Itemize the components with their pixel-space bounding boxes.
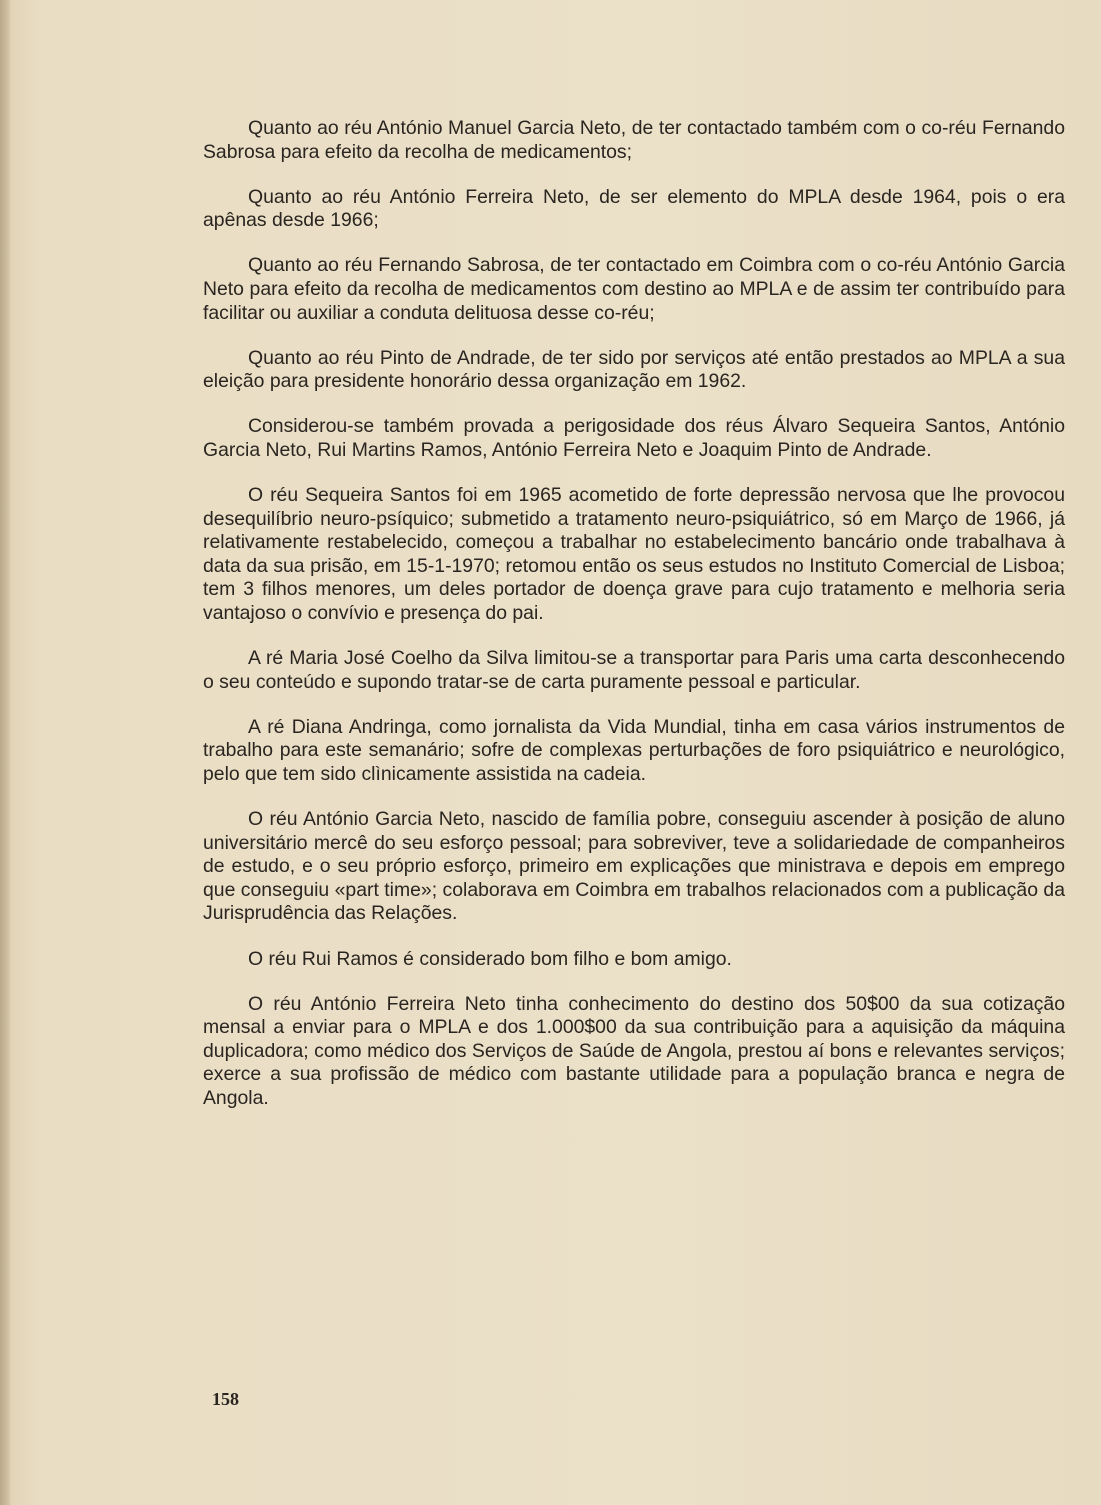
paragraph: O réu António Ferreira Neto tinha conhecimento do destino dos 50$00 da sua cotização mensal a enviar para o MPLA e dos 1.000$00 da sua contribuição para a aquisição da máquina duplicadora; como médico dos Serviços de Saúde de Angola, prestou aí bons e relevantes serviços; exerce a sua profissão de médico com bastante utilidade para a população branca e negra de Angola. <box>203 992 1065 1109</box>
paragraph: Quanto ao réu Pinto de Andrade, de ter sido por serviços até então prestados ao MPLA a sua eleição para presidente honorário dessa organização em 1962. <box>203 346 1065 393</box>
body-text <box>203 117 1065 1132</box>
paragraph: A ré Diana Andringa, como jornalista da Vida Mundial, tinha em casa vários instrumentos de trabalho para este semanário; sofre de complexas perturbações de foro psiquiátrico e neurológico, pelo que tem sido clìnicamente assistida na cadeia. <box>203 715 1065 785</box>
paragraph: Quanto ao réu Fernando Sabrosa, de ter contactado em Coimbra com o co-réu António Garcia Neto para efeito da recolha de medicamentos com destino ao MPLA e de assim ter contribuído para facilitar ou auxiliar a conduta delituosa desse co-réu; <box>203 254 1065 324</box>
page-number: 158 <box>212 1389 239 1409</box>
paragraph: Considerou-se também provada a perigosidade dos réus Álvaro Sequeira Santos, António Garcia Neto, Rui Martins Ramos, António Ferreira Neto e Joaquim Pinto de Andrade. <box>203 415 1065 461</box>
paragraph: Quanto ao réu António Ferreira Neto, de ser elemento do MPLA desde 1964, pois o era apênas desde 1966; <box>203 185 1065 232</box>
paragraph: Quanto ao réu António Manuel Garcia Neto, de ter contactado também com o co-réu Fernando Sabrosa para efeito da recolha de medicamentos; <box>203 117 1065 163</box>
paragraph: O réu António Garcia Neto, nascido de família pobre, conseguiu ascender à posição de aluno universitário mercê do seu esforço pessoal; para sobreviver, teve a solidariedade de companheiros de estudo, e o seu próprio esforço, primeiro em explicações que ministrava e depois em emprego que conseguiu «part time»; colaborava em Coimbra em trabalhos relacionados com a publicação da Jurisprudência das Relações. <box>203 808 1065 925</box>
paragraph: A ré Maria José Coelho da Silva limitou-se a transportar para Paris uma carta desconhecendo o seu conteúdo e supondo tratar-se de carta puramente pessoal e particular. <box>203 647 1065 693</box>
paragraph: O réu Rui Ramos é considerado bom filho e bom amigo. <box>248 947 732 970</box>
paragraph: O réu Sequeira Santos foi em 1965 acometido de forte depressão nervosa que lhe provocou desequilíbrio neuro-psíquico; submetido a tratamento neuro-psiquiátrico, só em Março de 1966, já relativamente restabelecido, começou a trabalhar no estabelecimento bancário onde trabalhava à data da sua prisão, em 15-1-1970; retomou então os seus estudos no Instituto Comercial de Lisboa; tem 3 filhos menores, um deles portador de doença grave para cujo tratamento e melhoria seria vantajoso o convívio e presença do pai. <box>203 484 1065 624</box>
page-spine-shadow <box>0 0 10 1505</box>
